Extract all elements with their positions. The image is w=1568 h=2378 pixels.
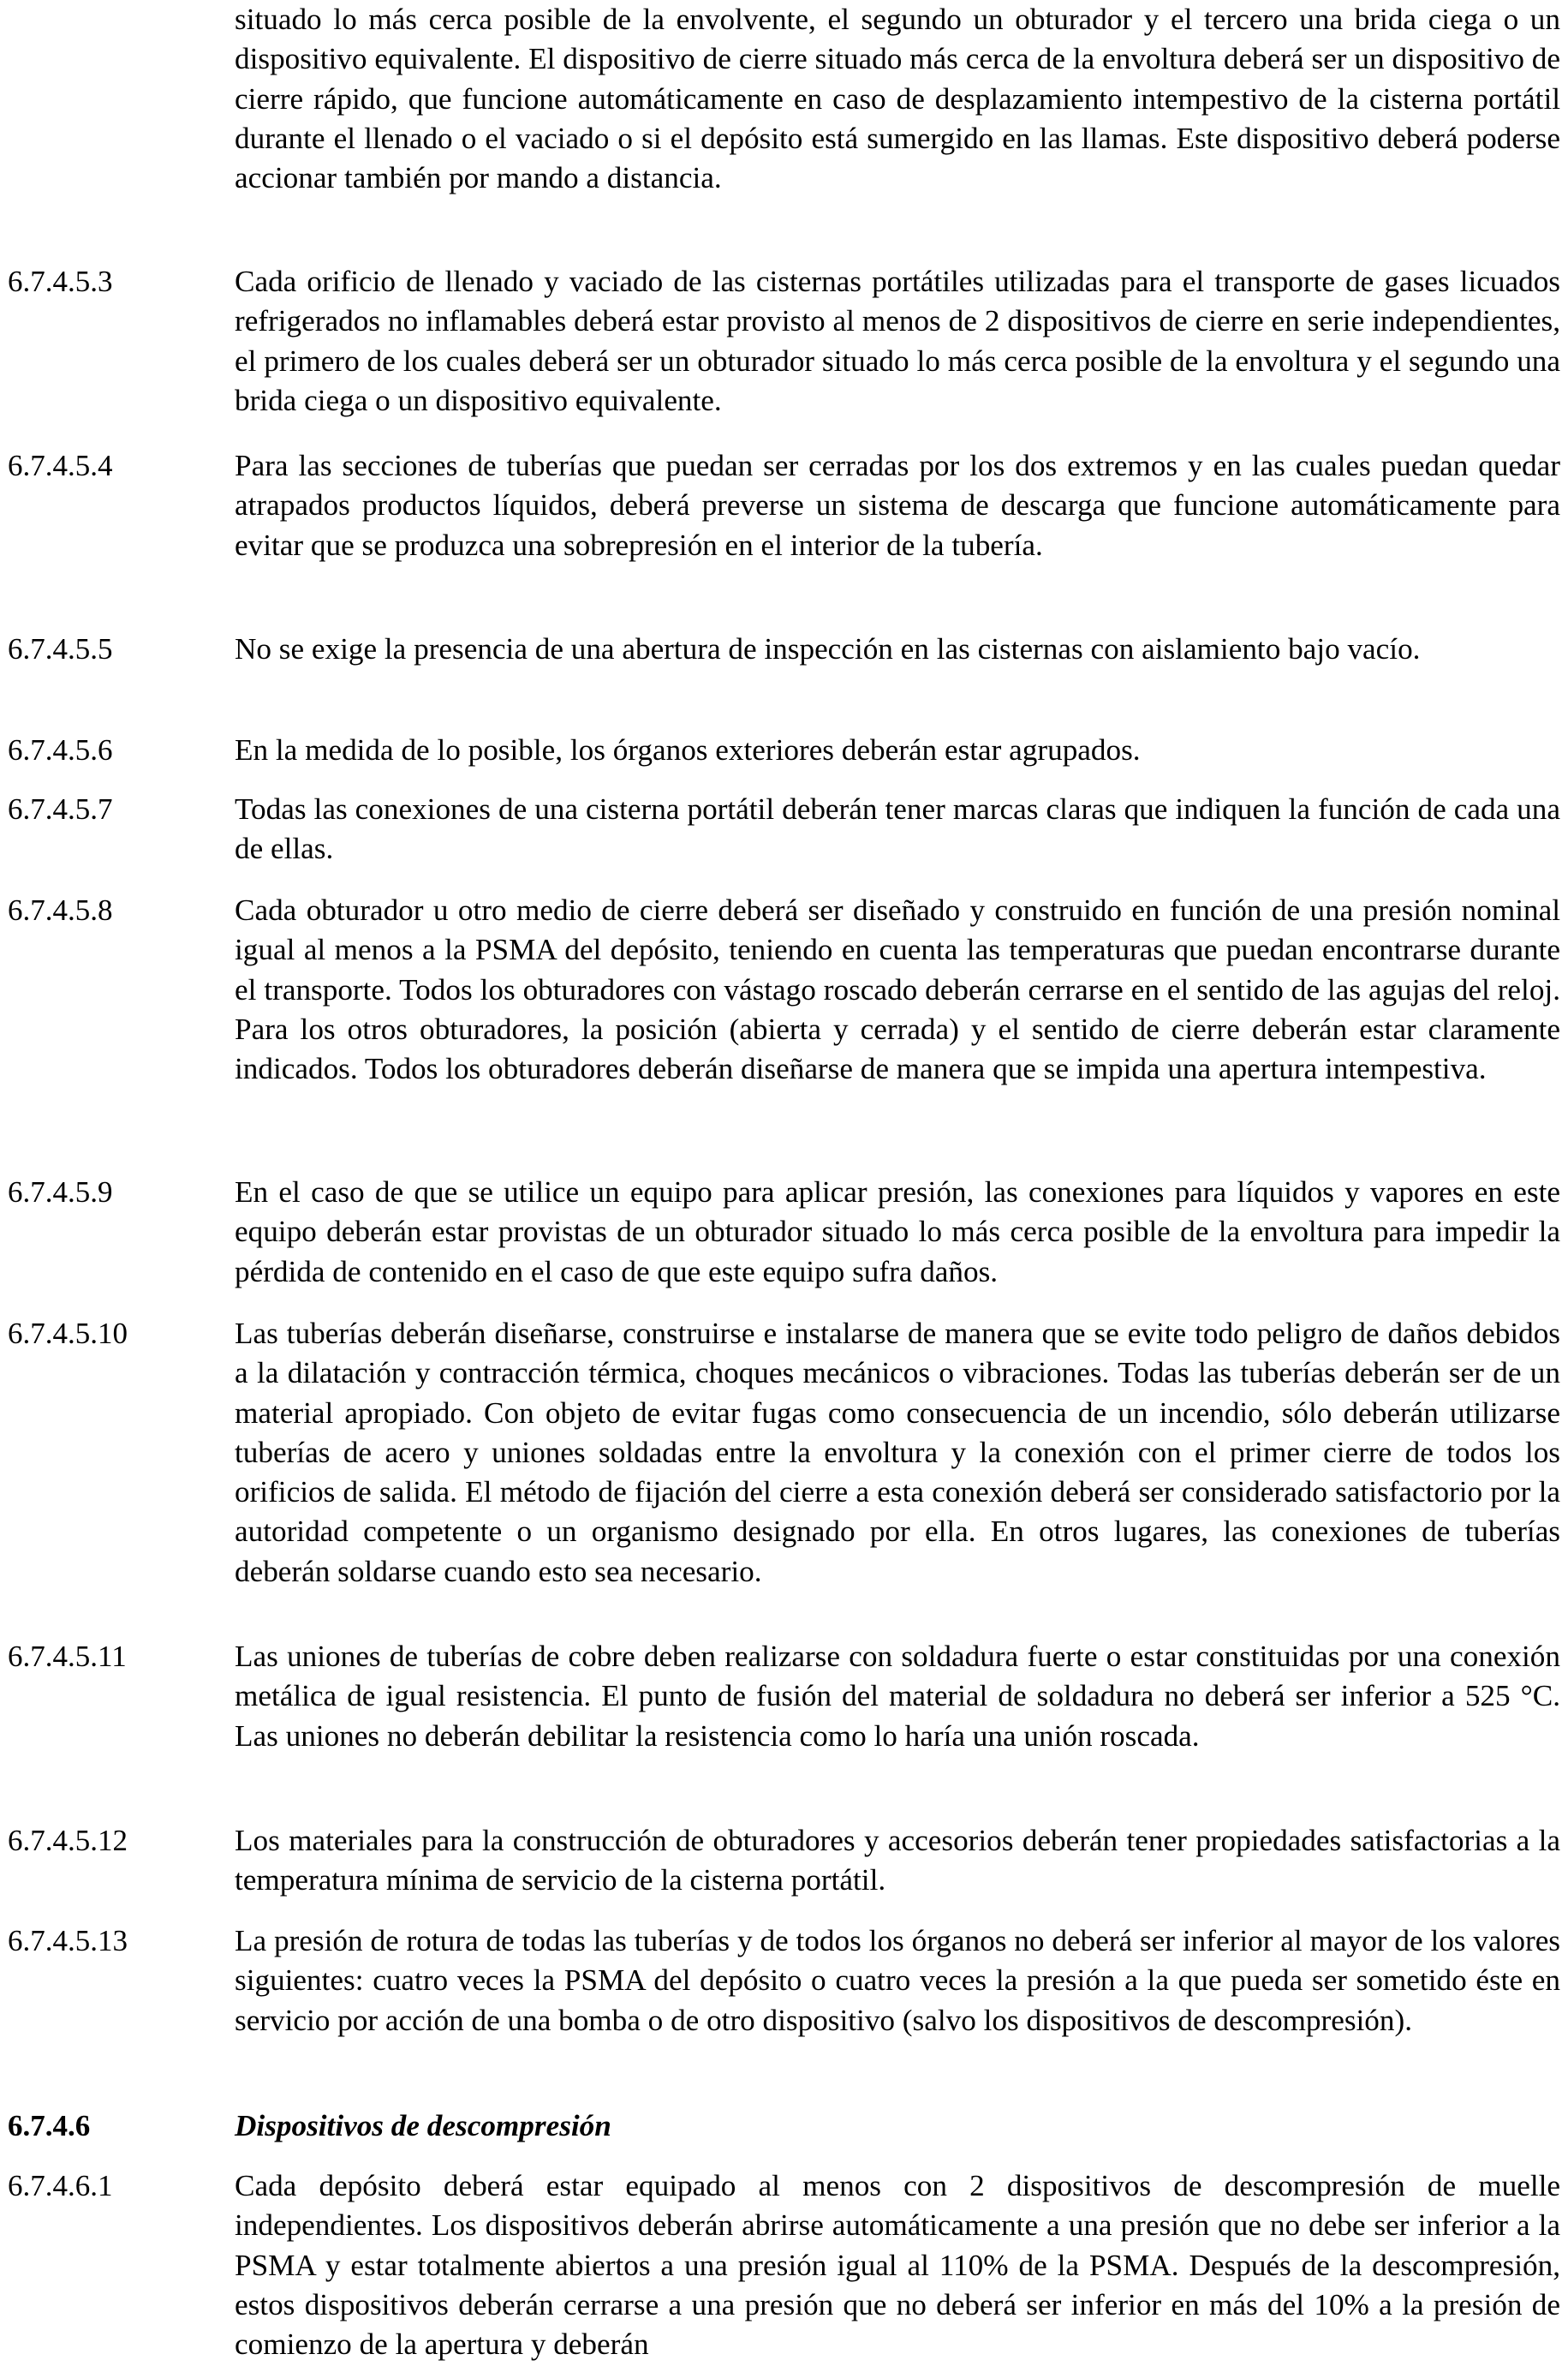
paragraph-text: Las uniones de tuberías de cobre deben realizarse con soldadura fuerte o estar constituidas por una conexión metálica de igual resistencia. El punto de fusión del material de soldadura no deberá ser inferior a 525 °C. Las uniones no deberán debilitar la resistencia como lo haría una unión roscada. <box>235 1640 1560 1753</box>
paragraph-text: Cada orificio de llenado y vaciado de las cisternas portátiles utilizadas para el transporte de gases licuados refrigerados no inflamables deberá estar provisto al menos de 2 dispositivos de cierre en serie independientes, el primero de los cuales deberá ser un obturador situado lo más cerca posible de la envoltura y el segundo una brida ciega o un dispositivo equivalente. <box>235 265 1560 417</box>
paragraph-text: Los materiales para la construcción de obturadores y accesorios deberán tener propiedades satisfactorias a la temperatura mínima de servicio de la cisterna portátil. <box>235 1824 1560 1897</box>
paragraph-text: Las tuberías deberán diseñarse, construirse e instalarse de manera que se evite todo peligro de daños debidos a la dilatación y contracción térmica, choques mecánicos o vibraciones. Todas las tuberías deberán ser de un material apropiado. Con objeto de evitar fugas como consecuencia de un incendio, sólo deberán utilizarse tuberías de acero y uniones soldadas entre la envoltura y la conexión con el primer cierre de todos los orificios de salida. El método de fijación del cierre a esta conexión deberá ser considerado satisfactorio por la autoridad competente o un organismo designado por ella. En otros lugares, las conexiones de tuberías deberán soldarse cuando esto sea necesario. <box>235 1317 1560 1588</box>
paragraph-text: Cada depósito deberá estar equipado al menos con 2 dispositivos de descompresión de muelle independientes. Los dispositivos deberán abrirse automáticamente a una presión que no debe ser inferior a la PSMA y estar totalmente abiertos a una presión igual al 110% de la PSMA. Después de la descompresión, estos dispositivos deberán cerrarse a una presión que no deberá ser inferior en más del 10% a la presión de comienzo de la apertura y deberán <box>235 2169 1560 2362</box>
paragraph-number: 6.7.4.5.4 <box>8 449 113 482</box>
paragraph-number: 6.7.4.5.8 <box>8 893 113 927</box>
paragraph-text: Todas las conexiones de una cisterna portátil deberán tener marcas claras que indiquen la función de cada una de ellas. <box>235 792 1560 866</box>
paragraph-text: La presión de rotura de todas las tuberías y de todos los órganos no deberá ser inferior al mayor de los valores siguientes: cuatro veces la PSMA del depósito o cuatro veces la presión a la que pueda ser sometido éste en servicio por acción de una bomba o de otro dispositivo (salvo los dispositivos de descompresión). <box>235 1924 1560 2037</box>
paragraph-text: situado lo más cerca posible de la envolvente, el segundo un obturador y el tercero una brida ciega o un dispositivo equivalente. El dispositivo de cierre situado más cerca de la envoltura deberá ser un dispositivo de cierre rápido, que funcione automáticamente en caso de desplazamiento intempestivo de la cisterna portátil durante el llenado o el vaciado o si el depósito está sumergido en las llamas. Este dispositivo deberá poderse accionar también por mando a distancia. <box>235 3 1560 195</box>
section-number: 6.7.4.6 <box>8 2109 91 2142</box>
paragraph-number: 6.7.4.5.13 <box>8 1924 128 1957</box>
paragraph-number: 6.7.4.5.3 <box>8 265 113 298</box>
paragraph-text: En el caso de que se utilice un equipo para aplicar presión, las conexiones para líquidos y vapores en este equipo deberán estar provistas de un obturador situado lo más cerca posible de la envoltura para impedir la pérdida de contenido en el caso de que este equipo sufra daños. <box>235 1175 1560 1288</box>
paragraph-text: Para las secciones de tuberías que puedan ser cerradas por los dos extremos y en las cuales puedan quedar atrapados productos líquidos, deberá preverse un sistema de descarga que funcione automáticamente para evitar que se produzca una sobrepresión en el interior de la tubería. <box>235 449 1560 562</box>
paragraph-number: 6.7.4.5.12 <box>8 1824 128 1857</box>
paragraph-number: 6.7.4.5.7 <box>8 792 113 826</box>
paragraph-number: 6.7.4.5.9 <box>8 1175 113 1209</box>
section-title: Dispositivos de descompresión <box>235 2109 611 2142</box>
paragraph-text: Cada obturador u otro medio de cierre deberá ser diseñado y construido en función de una presión nominal igual al menos a la PSMA del depósito, teniendo en cuenta las temperaturas que puedan encontrarse durante el transporte. Todos los obturadores con vástago roscado deberán cerrarse en el sentido de las agujas del reloj. Para los otros obturadores, la posición (abierta y cerrada) y el sentido de cierre deberán estar claramente indicados. Todos los obturadores deberán diseñarse de manera que se impida una apertura intempestiva. <box>235 893 1560 1086</box>
paragraph-text: No se exige la presencia de una abertura de inspección en las cisternas con aislamiento bajo vacío. <box>235 632 1421 666</box>
paragraph-text: En la medida de lo posible, los órganos exteriores deberán estar agrupados. <box>235 733 1141 767</box>
paragraph-number: 6.7.4.6.1 <box>8 2169 113 2202</box>
paragraph-number: 6.7.4.5.10 <box>8 1317 128 1350</box>
paragraph-number: 6.7.4.5.5 <box>8 632 113 666</box>
paragraph-number: 6.7.4.5.11 <box>8 1640 127 1673</box>
paragraph-number: 6.7.4.5.6 <box>8 733 113 767</box>
